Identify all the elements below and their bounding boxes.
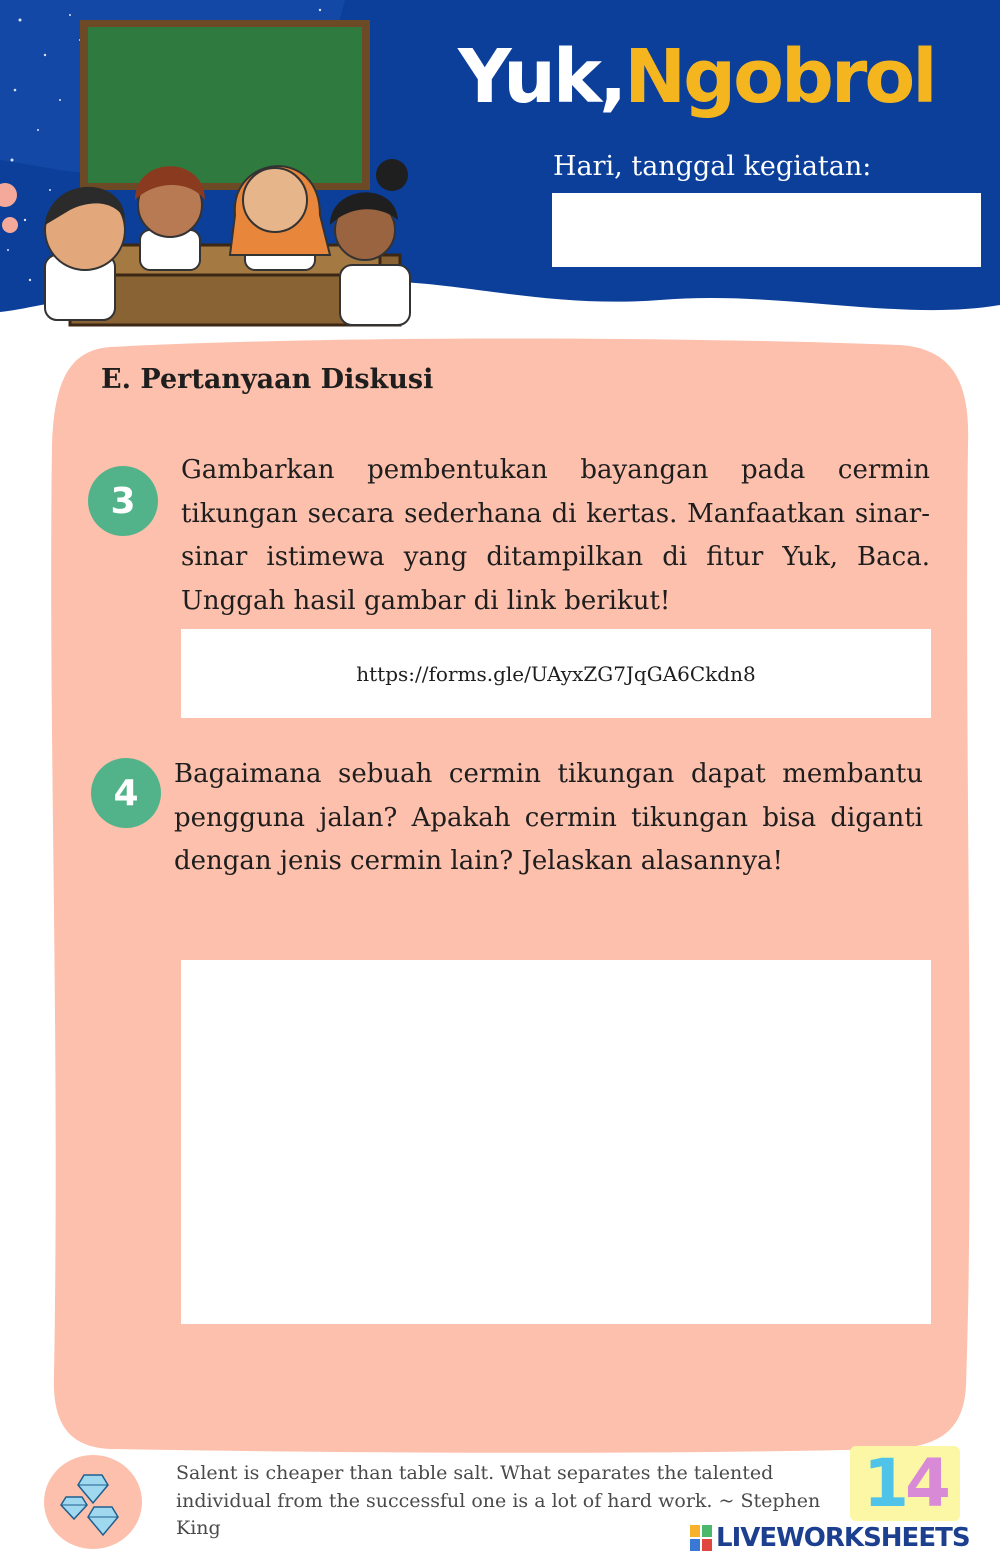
question-4-text: Bagaimana sebuah cermin tikungan dapat membantu pengguna jalan? Apakah cermin tikungan bisa diganti dengan jenis cermin lain? Jelaskan alasannya! bbox=[174, 759, 923, 876]
section-title: E. Pertanyaan Diskusi bbox=[101, 364, 434, 395]
question-number-badge: 4 bbox=[91, 758, 161, 828]
liveworksheets-logo-icon bbox=[690, 1525, 712, 1551]
students-illustration bbox=[30, 15, 420, 330]
brand-text: LIVEWORKSHEETS bbox=[716, 1523, 970, 1553]
question-3-text: Gambarkan pembentukan bayangan pada cermin tikungan secara sederhana di kertas. Manfaatkan sinar-sinar istimewa yang ditampilkan di fitur Yuk, Baca. Unggah hasil gambar di link berikut! bbox=[181, 455, 930, 616]
date-input[interactable] bbox=[552, 193, 981, 267]
answer-textarea[interactable] bbox=[181, 960, 931, 1324]
page-digit-2: 4 bbox=[905, 1445, 947, 1522]
title-part1: Yuk, bbox=[458, 34, 625, 120]
footer-quote: Salent is cheaper than table salt. What separates the talented individual from the successful one is a lot of hard work. ~ Stephen King bbox=[176, 1462, 821, 1539]
question-number-badge: 3 bbox=[88, 466, 158, 536]
liveworksheets-brand[interactable] bbox=[690, 1521, 970, 1555]
page-digit-1: 1 bbox=[863, 1445, 905, 1522]
title-part2: Ngobrol bbox=[624, 34, 935, 120]
page-title bbox=[458, 34, 935, 120]
upload-link[interactable]: https://forms.gle/UAyxZG7JqGA6Ckdn8 bbox=[181, 629, 931, 718]
date-label: Hari, tanggal kegiatan: bbox=[553, 151, 872, 182]
diamond-icon bbox=[44, 1455, 142, 1550]
page-number bbox=[850, 1446, 960, 1521]
